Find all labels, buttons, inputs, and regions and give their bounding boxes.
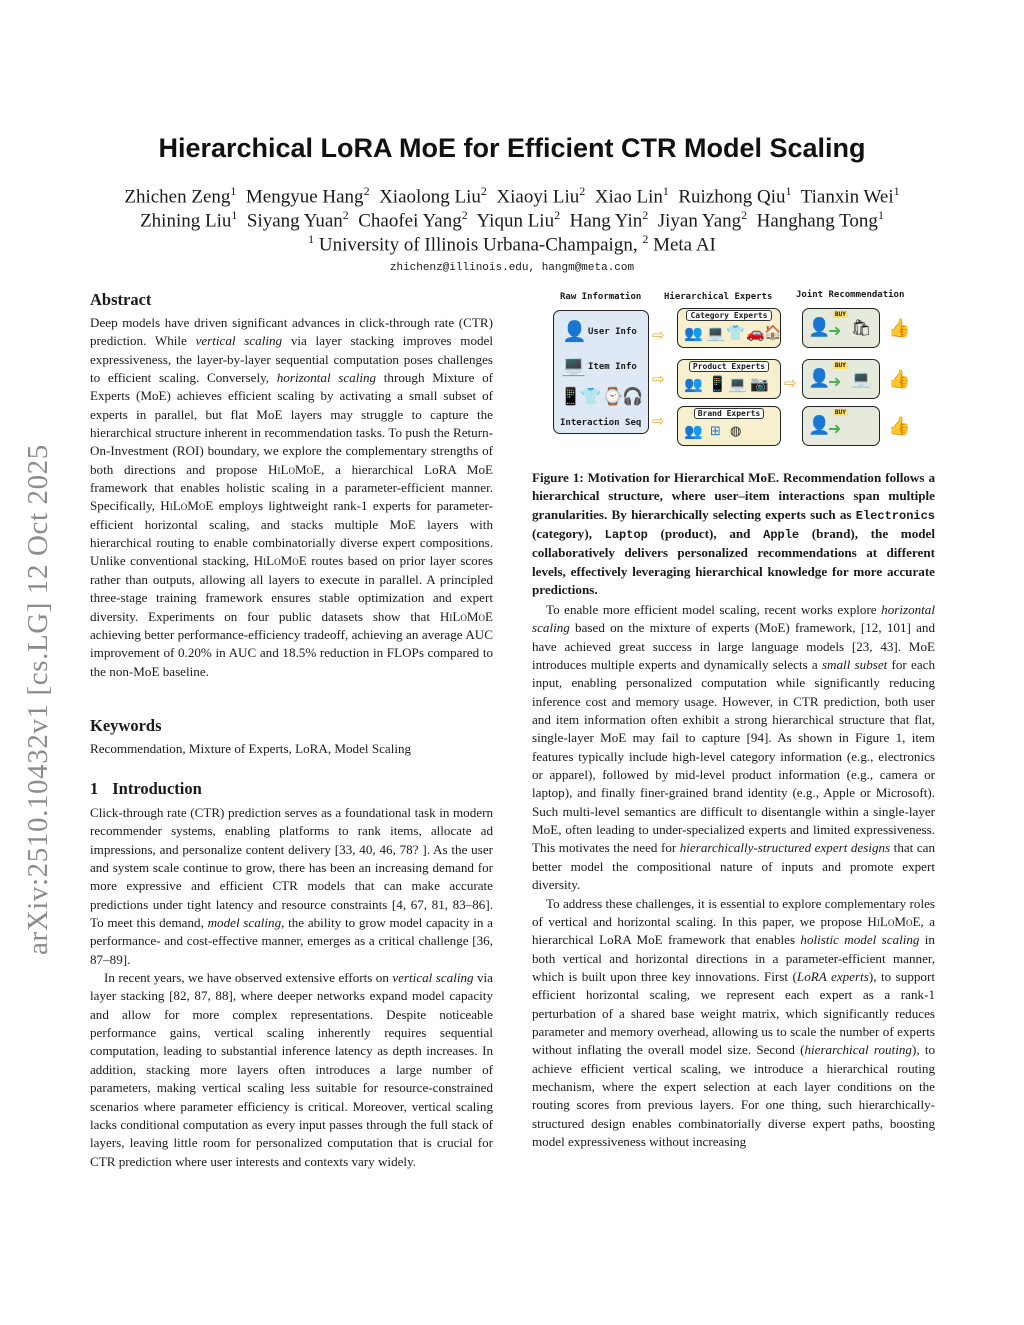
- author: Zhining Liu: [140, 210, 232, 232]
- paper-title: Hierarchical LoRA MoE for Efficient CTR Model Scaling: [158, 133, 866, 163]
- brand-experts-panel: [677, 406, 781, 446]
- phone-icon: 📱: [560, 387, 582, 407]
- thumbs-up-icon: 👍: [888, 318, 911, 339]
- introduction-body: Click-through rate (CTR) prediction serves as a foundational task in modern recommender systems, enabling platforms to rank items, allocate ad impressions, and personalize content delivery [33, 40, 46, 78? ]. As the user and system scale continue to grow, there has been an increasing demand for more expressive and efficient CTR models that can make accurate predictions under tight latency and resource constraints [4, 67, 81, 83–86]. To meet this demand, model scaling, the ability to grow model capacity in a performance- and cost-effective manner, emerges as a critical challenge [36, 87–89]. In recent years, we have observed extensive efforts on vertical scaling via layer stacking [82, 87, 88], where deeper networks expand model capacity and allow for more complex representations. Despite noticeable performance gains, vertical scaling inherently requires sequential computation, leading to substantial inference latency as depth increases. In addition, stacking more layers often introduces a large number of parameters, making vertical scaling less suitable for resource-constrained scenarios where parameter efficiency is critical. Moreover, vertical scaling lacks conditional computation as every input passes through the full stack of layers, leaving little room for personalized computation that is crucial for CTR prediction where user interests and contexts vary widely.: [90, 805, 493, 1169]
- category-experts-label: Category Experts: [686, 310, 771, 321]
- experts-group-icon: 👥: [684, 422, 703, 440]
- arrow-icon: ⇨: [652, 370, 665, 388]
- author: Xiao Lin: [594, 186, 663, 208]
- home-icon: 🏠: [764, 325, 782, 341]
- brand-logo-icon: ◍: [730, 424, 742, 439]
- products-icon: 🛍: [851, 318, 872, 337]
- introduction-body-continued: To enable more efficient model scaling, recent works explore horizontal scaling based on the mixture of experts (MoE) framework, [12, 101] and have achieved great success in large language models [23, 43]. MoE introduces multiple experts and dynamically selects a small subset for each input, enabling personalized computation while significantly reducing inference cost and memory usage. However, in CTR prediction, both user and item information often exhibit a strong hierarchical structure that flat, single-layer MoE may fail to capture [94]. As shown in Figure 1, item features typically include high-level category information (e.g., electronics or apparel), followed by mid-level product information (e.g., camera or laptop), and finally finer-grained brand identity (e.g., Apple or Microsoft). Such multi-level semantics are difficult to disentangle within a single-layer MoE, often leading to under-specialized experts and limited expressiveness. This motivates the need for hierarchically-structured expert designs that can better model the compositional nature of inputs and promote expert diversity. To address these challenges, it is essential to explore complementary roles of vertical and horizontal scaling. In this paper, we propose HiLoMoE, a hierarchical LoRA MoE framework that enables holistic model scaling in both vertical and horizontal directions in a parameter-efficient manner, which is built upon three key innovations. First (LoRA experts), to support efficient horizontal scaling, we represent each expert as a rank-1 perturbation of a shared base weight matrix, which significantly reduces parameter and memory overhead, allowing us to scale the number of experts without inflating the overall model size. Second (hierarchical routing), to achieve efficient vertical scaling, we introduce a hierarchical routing mechanism, where the expert selection at each layer conditions on the routing scores from previous layers. For one thing, such hierarchically-structured design enables combinatorially diverse expert paths, boosting model expressiveness without increasing: [532, 602, 936, 1149]
- arrow-icon: ⇨: [652, 412, 665, 430]
- headphones-icon: 🎧: [622, 387, 644, 407]
- keywords-heading: Keywords: [90, 716, 162, 735]
- author-line-1: Zhichen Zeng$^1$ Mengyue Hang$^2$ Xiaolong Liu$^2$ Xiaoyi Liu$^2$ Xiao Lin$^1$ Ruizhong Qiu$^1$ Tianxin Wei$^1$: [124, 184, 900, 208]
- arxiv-identifier: arXiv:2510.10432v1 [cs.LG] 12 Oct 2025: [22, 444, 54, 955]
- author-line-2: Zhining Liu$^1$ Siyang Yuan$^2$ Chaofei Yang$^2$ Yiqun Liu$^2$ Hang Yin$^2$ Jiyan Yang$^2$ Hanghang Tong$^1$: [140, 208, 884, 232]
- abstract-heading: Abstract: [90, 290, 152, 309]
- figure-header-joint: Joint Recommendation: [796, 290, 905, 300]
- recommendation-panel-2: [802, 359, 880, 399]
- car-icon: 🚗: [746, 324, 765, 342]
- arrow-icon: ⇨: [784, 374, 797, 392]
- user-icon: 👤: [562, 319, 587, 343]
- product-experts-label: Product Experts: [689, 361, 769, 372]
- watch-icon: ⌚: [602, 387, 624, 407]
- brand-experts-label: Brand Experts: [694, 408, 765, 419]
- arrow-icon: ➜: [828, 321, 842, 340]
- category-experts-panel: [677, 308, 781, 348]
- raw-information-panel: [553, 310, 649, 434]
- author: Hang Yin: [569, 210, 643, 232]
- author: Yiqun Liu: [476, 210, 555, 232]
- author: Siyang Yuan: [246, 210, 343, 232]
- item-info-label: Item Info: [588, 362, 637, 372]
- arrow-icon: ➜: [828, 419, 842, 438]
- figure-1: [548, 288, 918, 450]
- laptop-icon: 💻: [561, 353, 586, 377]
- author: Xiaoyi Liu: [496, 186, 580, 208]
- buy-badge: BUY: [835, 409, 846, 416]
- figure-header-raw: Raw Information: [560, 292, 642, 302]
- thumbs-up-icon: 👍: [888, 369, 911, 390]
- product-experts-panel: [677, 359, 781, 399]
- user-info-label: User Info: [588, 327, 637, 337]
- author: Ruizhong Qiu: [678, 186, 786, 208]
- author: Zhichen Zeng: [124, 186, 231, 208]
- laptop-icon: 💻: [851, 369, 871, 388]
- figure-header-experts: Hierarchical Experts: [664, 292, 773, 302]
- author: Chaofei Yang: [358, 210, 462, 232]
- experts-group-icon: 👥: [684, 324, 703, 342]
- introduction-heading: 1 Introduction: [90, 779, 202, 798]
- phone-icon: 📱: [708, 375, 727, 393]
- user-icon: 👤: [808, 368, 831, 389]
- thumbs-up-icon: 👍: [888, 416, 911, 437]
- author-emails: zhichenz@illinois.edu, hangm@meta.com: [389, 262, 635, 274]
- apparel-icon: 👕: [726, 324, 745, 342]
- arrow-icon: ⇨: [652, 326, 665, 344]
- author: Hanghang Tong: [756, 210, 878, 232]
- recommendation-panel-3: [802, 406, 880, 446]
- shirt-icon: 👕: [580, 387, 602, 407]
- author: Jiyan Yang: [657, 210, 742, 232]
- recommendation-panel-1: [802, 308, 880, 348]
- experts-group-icon: 👥: [684, 375, 703, 393]
- author: Tianxin Wei: [800, 186, 894, 208]
- keywords-body: Recommendation, Mixture of Experts, LoRA, Model Scaling: [90, 741, 412, 756]
- user-icon: 👤: [808, 317, 831, 338]
- user-icon: 👤: [808, 415, 831, 436]
- interaction-seq-label: Interaction Seq: [560, 418, 642, 428]
- arrow-icon: ➜: [828, 372, 842, 391]
- windows-logo-icon: ⊞: [710, 424, 721, 439]
- camera-icon: 📷: [750, 375, 769, 393]
- laptop-icon: 💻: [728, 375, 747, 393]
- buy-badge: BUY: [835, 362, 846, 369]
- author: Mengyue Hang: [245, 186, 364, 208]
- abstract-body: Deep models have driven significant advances in click-through rate (CTR) prediction. While vertical scaling via layer stacking improves model expressiveness, the layer-by-layer sequential computation poses challenges to efficient scaling. Conversely, horizontal scaling through Mixture of Experts (MoE) achieves efficient scaling by activating a small subset of experts in parallel, but flat MoE layers may struggle to capture the hierarchical structure inherent in recommendation tasks. To push the Return-On-Investment (ROI) boundary, we explore the complementary strengths of both directions and propose HiLoMoE, a hierarchical LoRA MoE framework that enables holistic scaling in a parameter-efficient manner. Specifically, HiLoMoE employs lightweight rank-1 experts for parameter-efficient horizontal scaling, and stacks multiple MoE layers with hierarchical routing to enable combinatorially diverse expert compositions. Unlike conventional stacking, HiLoMoE routes based on prior layer scores rather than outputs, allowing all layers to execute in parallel. A principled three-stage training framework ensures stable optimization and expert diversity. Experiments on four public datasets show that HiLoMoE achieving better performance-efficiency tradeoff, achieving an average AUC improvement of 0.20% in AUC and 18.5% reduction in FLOPs compared to the non-MoE baseline.: [90, 315, 493, 679]
- affiliations: $^1$ University of Illinois Urbana-Champaign, $^2$ Meta AI: [308, 232, 716, 256]
- author: Xiaolong Liu: [379, 186, 481, 208]
- figure-1-caption: Figure 1: Motivation for Hierarchical MoE. Recommendation follows a hierarchical structure, where user–item interactions span multiple granularities. By hierarchically selecting experts such as Electronics (category), Laptop (product), and Apple (brand), the model collaboratively delivers personalized recommendations at different levels, effectively leveraging hierarchical knowledge for more accurate predictions.: [532, 470, 935, 598]
- buy-badge: BUY: [835, 311, 846, 318]
- electronics-icon: 💻: [706, 324, 725, 342]
